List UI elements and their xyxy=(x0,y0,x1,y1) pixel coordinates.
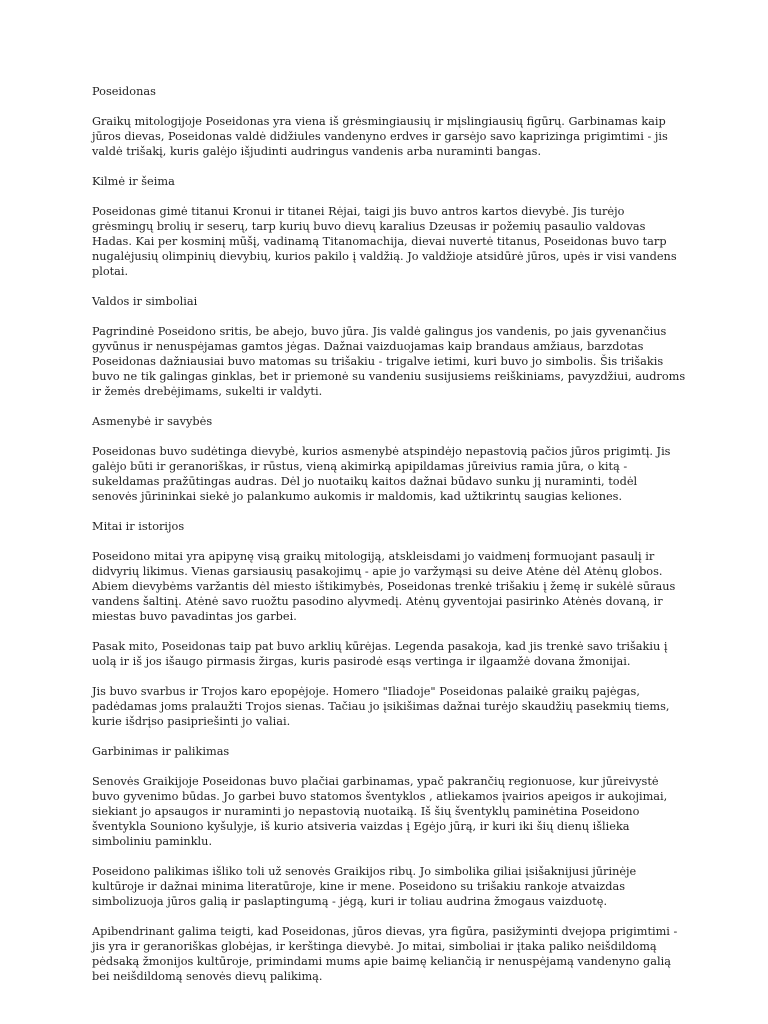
section-heading: Asmenybė ir savybės xyxy=(92,415,213,428)
section-paragraph: Senovės Graikijoje Poseidonas buvo plačiai garbinamas, ypač pakrančių regionuose, kur jūreivystė buvo gyvenimo būdas. Jo garbei buvo statomos šventyklos , atliekamos įvairios apeigos ir aukojimai, siekiant jo apsaugos ir nuraminti jo nepastovią nuotaiką. Iš šių šventyklų paminėtina Poseidono šventykla Souniono kyšulyje, iš kurio atsiveria vaizdas į Egėjo jūrą, ir kuri iki šių dienų išlieka simboliniu paminklu. xyxy=(92,775,668,848)
document-page xyxy=(92,84,686,999)
section-garbinimas-ir-palikimas xyxy=(92,744,686,984)
document-title: Poseidonas xyxy=(92,85,156,98)
intro-paragraph: Graikų mitologijoje Poseidonas yra viena iš grėsmingiausių ir mįslingiausių figūrų. Garbinamas kaip jūros dievas, Poseidonas valdė didžiules vandenyno erdves ir garsėjo savo kaprizinga prigimtimi - jis valdė trišakį, kuris galėjo išjudinti audringus vandenis arba nuraminti bangas. xyxy=(92,115,668,158)
section-paragraph: Poseidono palikimas išliko toli už senovės Graikijos ribų. Jo simbolika giliai įsišaknijusi jūrinėje kultūroje ir dažnai minima literatūroje, kine ir mene. Poseidono su trišakiu rankoje atvaizdas simbolizuoja jūros galią ir paslaptingumą - jėgą, kuri ir toliau audrina žmogaus vaizduotę. xyxy=(92,865,637,908)
section-mitai-ir-istorijos xyxy=(92,519,686,729)
section-paragraph: Poseidonas gimė titanui Kronui ir titanei Rėjai, taigi jis buvo antros kartos dievybė. Jis turėjo grėsmingų brolių ir seserų, tarp kurių buvo dievų karalius Dzeusas ir požemių pasaulio valdovas Hadas. Kai per kosminį mūšį, vadinamą Titanomachija, dievai nuvertė titanus, Poseidonas buvo tarp nugalėjusių olimpinių dievybių, kurios pakilo į valdžią. Jo valdžioje atsidūrė jūros, upės ir visi vandens plotai. xyxy=(92,205,677,278)
section-paragraph: Pasak mito, Poseidonas taip pat buvo arklių kūrėjas. Legenda pasakoja, kad jis trenkė savo trišakiu į uolą ir iš jos išaugo pirmasis žirgas, kuris pasirodė esąs vertinga ir ilgaamžė dovana žmonijai. xyxy=(92,640,668,668)
section-paragraph: Poseidono mitai yra apipynę visą graikų mitologiją, atskleisdami jo vaidmenį formuojant pasaulį ir didvyrių likimus. Vienas garsiausių pasakojimų - apie jo varžymąsi su deive Atėne dėl Atėnų globos. Abiem dievybėms varžantis dėl miesto ištikimybės, Poseidonas trenkė trišakiu į žemę ir sukėlė sūraus vandens šaltinį. Atėnė savo ruožtu pasodino alyvmedį. Atėnų gyventojai pasirinko Atėnės dovaną, ir miestas buvo pavadintas jos garbei. xyxy=(92,550,676,623)
section-heading: Garbinimas ir palikimas xyxy=(92,745,230,758)
section-paragraph: Jis buvo svarbus ir Trojos karo epopėjoje. Homero "Iliadoje" Poseidonas palaikė graikų pajėgas, padėdamas joms pralaužti Trojos sienas. Tačiau jo įsikišimas dažnai turėjo skaudžių pasekmių tiems, kurie išdrįso pasipriešinti jo valiai. xyxy=(92,685,670,728)
section-paragraph: Poseidonas buvo sudėtinga dievybė, kurios asmenybė atspindėjo nepastovią pačios jūros prigimtį. Jis galėjo būti ir geranoriškas, ir rūstus, vieną akimirką apipildamas jūreivius ramia jūra, o kitą - sukeldamas pražūtingas audras. Dėl jo nuotaikų kaitos dažnai būdavo sunku jį nuraminti, todėl senovės jūrininkai siekė jo palankumo aukomis ir maldomis, kad užtikrintų saugias keliones. xyxy=(92,445,671,503)
section-valdos-ir-simboliai xyxy=(92,294,686,399)
section-kilme-ir-seima xyxy=(92,174,686,279)
section-heading: Mitai ir istorijos xyxy=(92,520,185,533)
section-heading: Kilmė ir šeima xyxy=(92,175,175,188)
section-paragraph: Pagrindinė Poseidono sritis, be abejo, buvo jūra. Jis valdė galingus jos vandenis, po jais gyvenančius gyvūnus ir nenuspėjamas gamtos jėgas. Dažnai vaizduojamas kaip brandaus amžiaus, barzdotas Poseidonas dažniausiai buvo matomas su trišakiu - trigalve ietimi, kuri buvo jo simbolis. Šis trišakis buvo ne tik galingas ginklas, bet ir priemonė su vandeniu susijusiems reiškiniams, pavyzdžiui, audroms ir žemės drebėjimams, sukelti ir valdyti. xyxy=(92,325,686,398)
section-heading: Valdos ir simboliai xyxy=(92,295,198,308)
section-asmenybe-ir-savybes xyxy=(92,414,686,504)
section-paragraph: Apibendrinant galima teigti, kad Poseidonas, jūros dievas, yra figūra, pasižyminti dvejopa prigimtimi - jis yra ir geranoriškas globėjas, ir kerštinga dievybė. Jo mitai, simboliai ir įtaka paliko neišdildomą pėdsaką žmonijos kultūroje, primindami mums apie baimę keliančią ir nenuspėjamą vandenyno galią bei neišdildomą senovės dievų palikimą. xyxy=(92,925,678,983)
